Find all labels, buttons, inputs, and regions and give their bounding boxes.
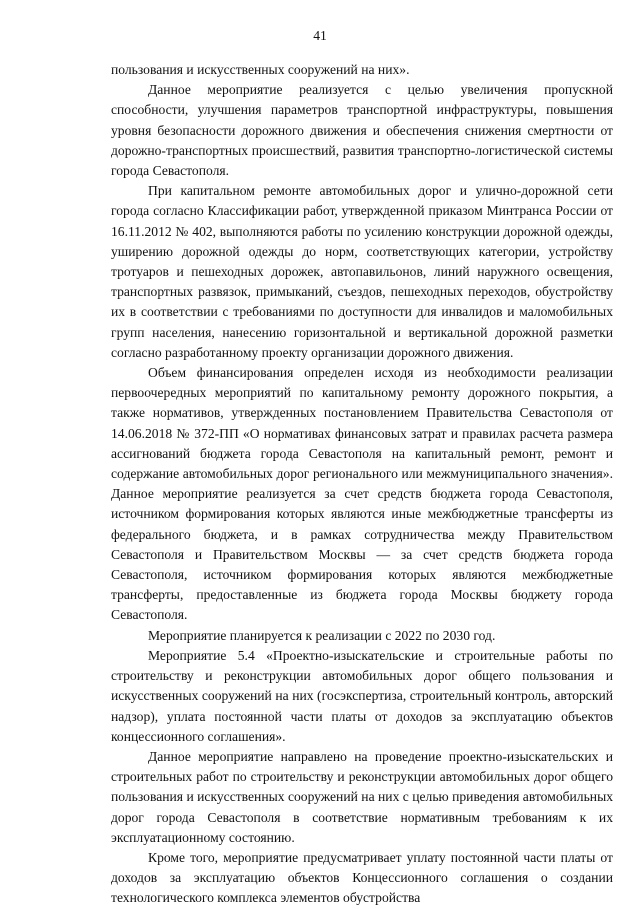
body-text	[111, 60, 613, 909]
paragraph-4: Объем финансирования определен исходя из необходимости реализации первоочередных мероприятий по капитальному ремонту дорожного покрытия, а также нормативов, утвержденных постановлением Правительства Севастополя от 14.06.2018 № 372-ПП «О нормативах финансовых затрат и правилах расчета размера ассигнований бюджета города Севастополя на капитальный ремонт, ремонт и содержание автомобильных дорог регионального или межмуниципального значения». Данное мероприятие реализуется за счет средств бюджета города Севастополя, источником формирования которых являются иные межбюджетные трансферты из федерального бюджета, и в рамках сотрудничества между Правительством Севастополя и Правительством Москвы — за счет средств бюджета города Севастополя, источником формирования которых являются межбюджетные трансферты, предоставленные из бюджета города Москвы бюджету города Севастополя.	[111, 365, 613, 623]
paragraph-2: Данное мероприятие реализуется с целью увеличения пропускной способности, улучшения параметров транспортной инфраструктуры, повышения уровня безопасности дорожного движения и обеспечения снижения смертности от дорожно-транспортных происшествий, развития транспортно-логистической системы города Севастополя.	[111, 82, 613, 179]
paragraph-8: Кроме того, мероприятие предусматривает уплату постоянной части платы от доходов за эксплуатацию объектов Концессионного соглашения о создании технологического комплекса элементов обустройства	[111, 849, 613, 906]
paragraph-7: Данное мероприятие направлено на проведение проектно-изыскательских и строительных работ по строительству и реконструкции автомобильных дорог общего пользования и искусственных сооружений на них с целью приведения автомобильных дорог города Севастополя в соответствие нормативным требованиям к их эксплуатационному состоянию.	[111, 748, 613, 845]
paragraph-3: При капитальном ремонте автомобильных дорог и улично-дорожной сети города согласно Классификации работ, утвержденной приказом Минтранса России от 16.11.2012 № 402, выполняются работы по усилению конструкции дорожной одежды, уширению дорожной одежды до норм, соответствующих категории, устройству тротуаров и пешеходных дорожек, автопавильонов, линий наружного освещения, транспортных развязок, примыканий, съездов, пешеходных переходов, обустройству их в соответствии с требованиями по доступности для инвалидов и маломобильных групп населения, нанесению горизонтальной и вертикальной дорожной разметки согласно разработанному проекту организации дорожного движения.	[111, 183, 613, 360]
paragraph-5: Мероприятие планируется к реализации с 2022 по 2030 год.	[148, 627, 496, 643]
page-number: 41	[313, 28, 327, 43]
paragraph-6: Мероприятие 5.4 «Проектно-изыскательские и строительные работы по строительству и реконструкции автомобильных дорог общего пользования и искусственных сооружений на них (госэкспертиза, строительный контроль, авторский надзор), уплата постоянной части платы от доходов за эксплуатацию объектов концессионного соглашения».	[111, 647, 613, 744]
paragraph-1: пользования и искусственных сооружений на них».	[111, 62, 410, 77]
